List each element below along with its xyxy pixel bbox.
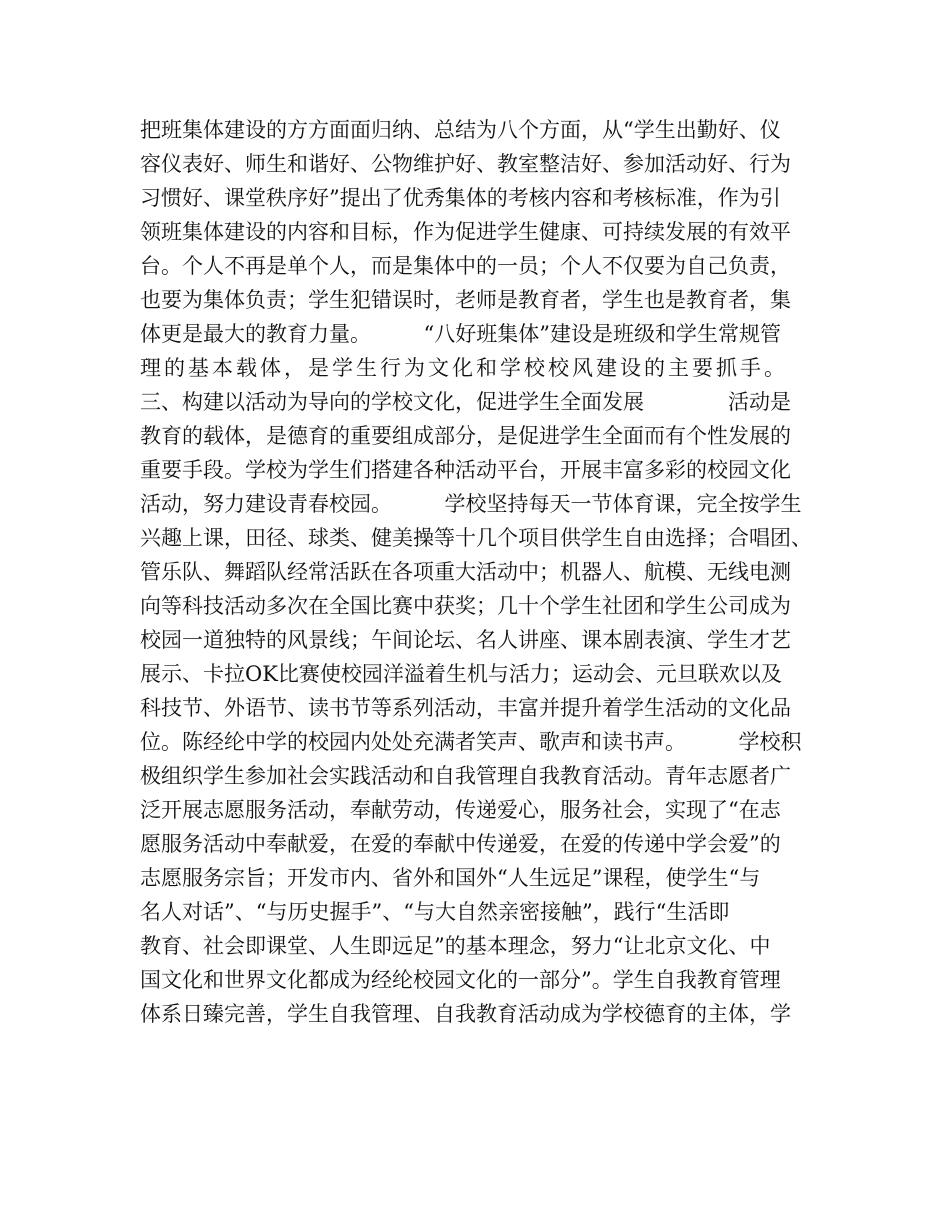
text-line: 校园一道独特的风景线；午间论坛、名人讲座、课本剧表演、学生才艺 (140, 628, 791, 652)
text-line: 理的基本载体，是学生行为文化和学校校风建设的主要抓手。 (140, 356, 788, 380)
text-line: 向等科技活动多次在全国比赛中获奖；几十个学生社团和学生公司成为 (140, 594, 791, 618)
text-line: 体系日臻完善，学生自我管理、自我教育活动成为学校德育的主体，学 (140, 1002, 791, 1026)
text-line: 科技节、外语节、读书节等系列活动，丰富并提升着学生活动的文化品 (140, 696, 791, 720)
text-line: 愿服务活动中奉献爱，在爱的奉献中传递爱，在爱的传递中学会爱”的 (140, 832, 781, 856)
text-line: 领班集体建设的内容和目标，作为促进学生健康、可持续发展的有效平 (140, 220, 791, 244)
text-line: 泛开展志愿服务活动，奉献劳动，传递爱心，服务社会，实现了“在志 (140, 798, 781, 822)
text-line: 容仪表好、师生和谐好、公物维护好、教室整洁好、参加活动好、行为 (140, 152, 791, 176)
text-line: 也要为集体负责；学生犯错误时，老师是教育者，学生也是教育者，集 (140, 288, 791, 312)
text-line: 展示、卡拉OK比赛使校园洋溢着生机与活力；运动会、元旦联欢以及 (140, 662, 782, 686)
text-line: 把班集体建设的方方面面归纳、总结为八个方面，从“学生出勤好、仪 (140, 118, 781, 142)
text-line: 志愿服务宗旨；开发市内、省外和国外“人生远足”课程，使学生“与 (140, 866, 761, 890)
text-line: 国文化和世界文化都成为经纶校园文化的一部分”。学生自我教育管理 (140, 968, 781, 992)
text-line: 体更是最大的教育力量。 “八好班集体”建设是班级和学生常规管 (140, 322, 781, 346)
text-line: 兴趣上课，田径、球类、健美操等十几个项目供学生自由选择；合唱团、 (140, 526, 812, 550)
text-line: 活动，努力建设青春校园。 学校坚持每天一节体育课，完全按学生 (140, 492, 802, 516)
text-line: 位。陈经纶中学的校园内处处充满者笑声、歌声和读书声。 学校积 (140, 730, 802, 754)
text-line: 名人对话”、“与历史握手”、“与大自然亲密接触”，践行“生活即 (140, 900, 730, 924)
text-line: 教育、社会即课堂、人生即远足”的基本理念，努力“让北京文化、中 (140, 934, 771, 958)
text-line: 教育的载体，是德育的重要组成部分，是促进学生全面而有个性发展的 (140, 424, 791, 448)
text-line: 习惯好、课堂秩序好”提出了优秀集体的考核内容和考核标准，作为引 (140, 186, 781, 210)
text-line: 极组织学生参加社会实践活动和自我管理自我教育活动。青年志愿者广 (140, 764, 791, 788)
section-heading: 三、构建以活动为导向的学校文化，促进学生全面发展 活动是 (140, 390, 791, 414)
text-line: 重要手段。学校为学生们搭建各种活动平台，开展丰富多彩的校园文化 (140, 458, 791, 482)
text-line: 管乐队、舞蹈队经常活跃在各项重大活动中；机器人、航模、无线电测 (140, 560, 791, 584)
text-line: 台。个人不再是单个人，而是集体中的一员；个人不仅要为自己负责， (140, 254, 791, 278)
